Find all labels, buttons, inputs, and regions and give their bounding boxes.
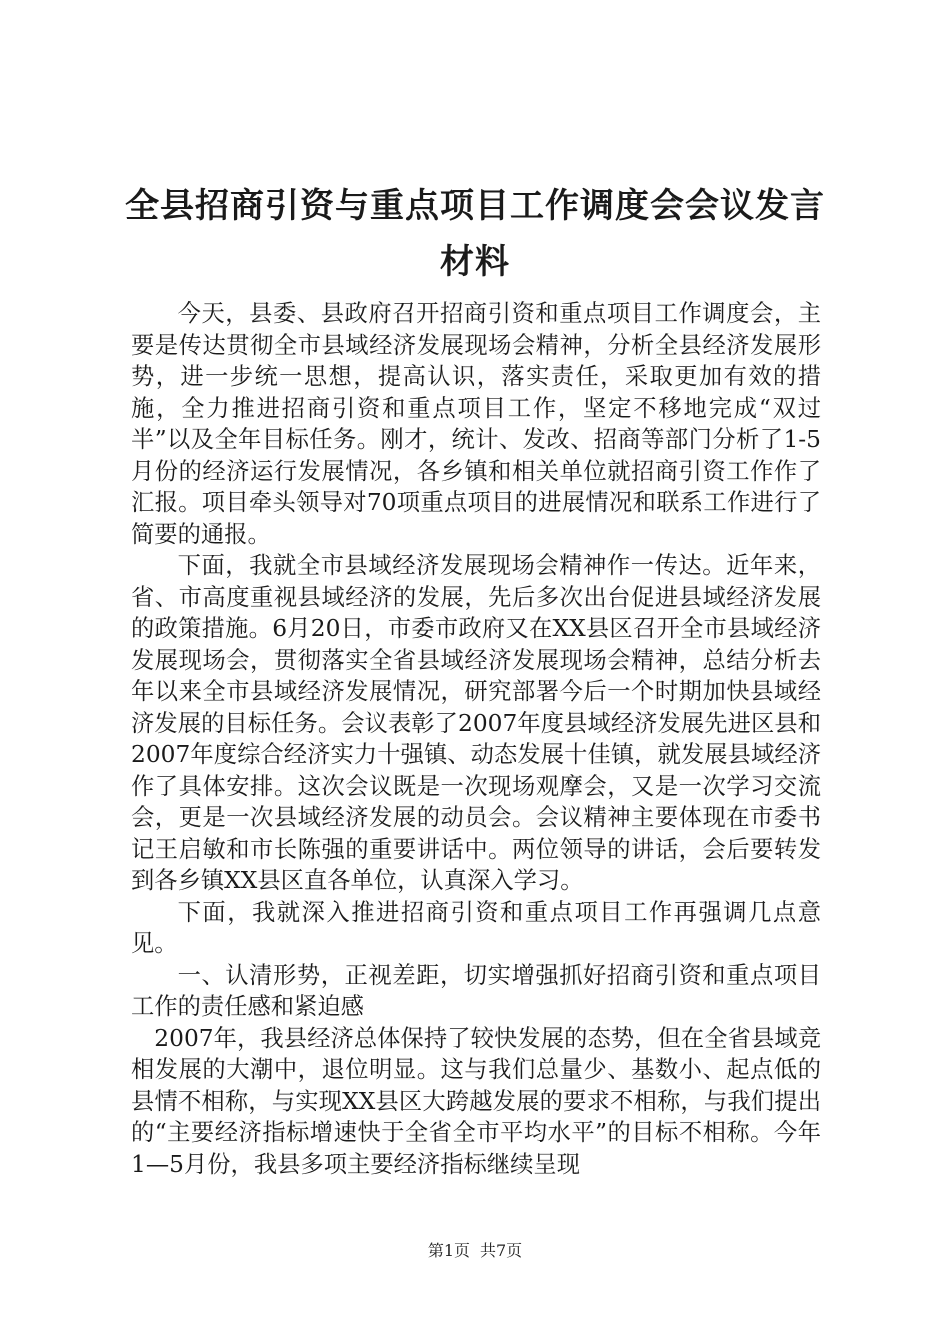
document-body (131, 298, 821, 1180)
section-heading-1: 一、认清形势，正视差距，切实增强抓好招商引资和重点项目工作的责任感和紧迫感 (131, 961, 821, 1020)
document-title: 全县招商引资与重点项目工作调度会会议发言材料 (125, 186, 825, 282)
paragraph-2007-economy: 2007年，我县经济总体保持了较快发展的态势，但在全省县域竞相发展的大潮中，退位明显。这与我们总量少、基数小、起点低的县情不相称，与实现XX县区大跨越发展的要求不相称，与我们提出的“主要经济指标增速快于全省全市平均水平”的目标不相称。今年1—5月份，我县多项主要经济指标继续呈现 (131, 1024, 821, 1178)
page-number: 第1页 (427, 1241, 470, 1260)
page-total: 共7页 (480, 1241, 523, 1260)
paragraph-opinions-intro: 下面，我就深入推进招商引资和重点项目工作再强调几点意见。 (131, 898, 821, 957)
paragraph-intro: 今天，县委、县政府召开招商引资和重点项目工作调度会，主要是传达贯彻全市县域经济发展现场会精神，分析全县经济发展形势，进一步统一思想，提高认识，落实责任，采取更加有效的措施，全力推进招商引资和重点项目工作，坚定不移地完成“双过半”以及全年目标任务。刚才，统计、发改、招商等部门分析了1-5月份的经济运行发展情况，各乡镇和相关单位就招商引资工作作了汇报。项目牵头领导对70项重点项目的进展情况和联系工作进行了简要的通报。 (131, 300, 821, 548)
paragraph-meeting-spirit: 下面，我就全市县域经济发展现场会精神作一传达。近年来，省、市高度重视县域经济的发展，先后多次出台促进县域经济发展的政策措施。6月20日，市委市政府又在XX县区召开全市县域经济发展现场会，贯彻落实全省县域经济发展现场会精神，总结分析去年以来全市县域经济发展情况，研究部署今后一个时期加快县域经济发展的目标任务。会议表彰了2007年度县域经济发展先进区县和2007年度综合经济实力十强镇、动态发展十佳镇，就发展县域经济作了具体安排。这次会议既是一次现场观摩会，又是一次学习交流会，更是一次县域经济发展的动员会。会议精神主要体现在市委书记王启敏和市长陈强的重要讲话中。两位领导的讲话，会后要转发到各乡镇XX县区直各单位，认真深入学习。 (131, 552, 821, 894)
page-footer (0, 1240, 950, 1262)
